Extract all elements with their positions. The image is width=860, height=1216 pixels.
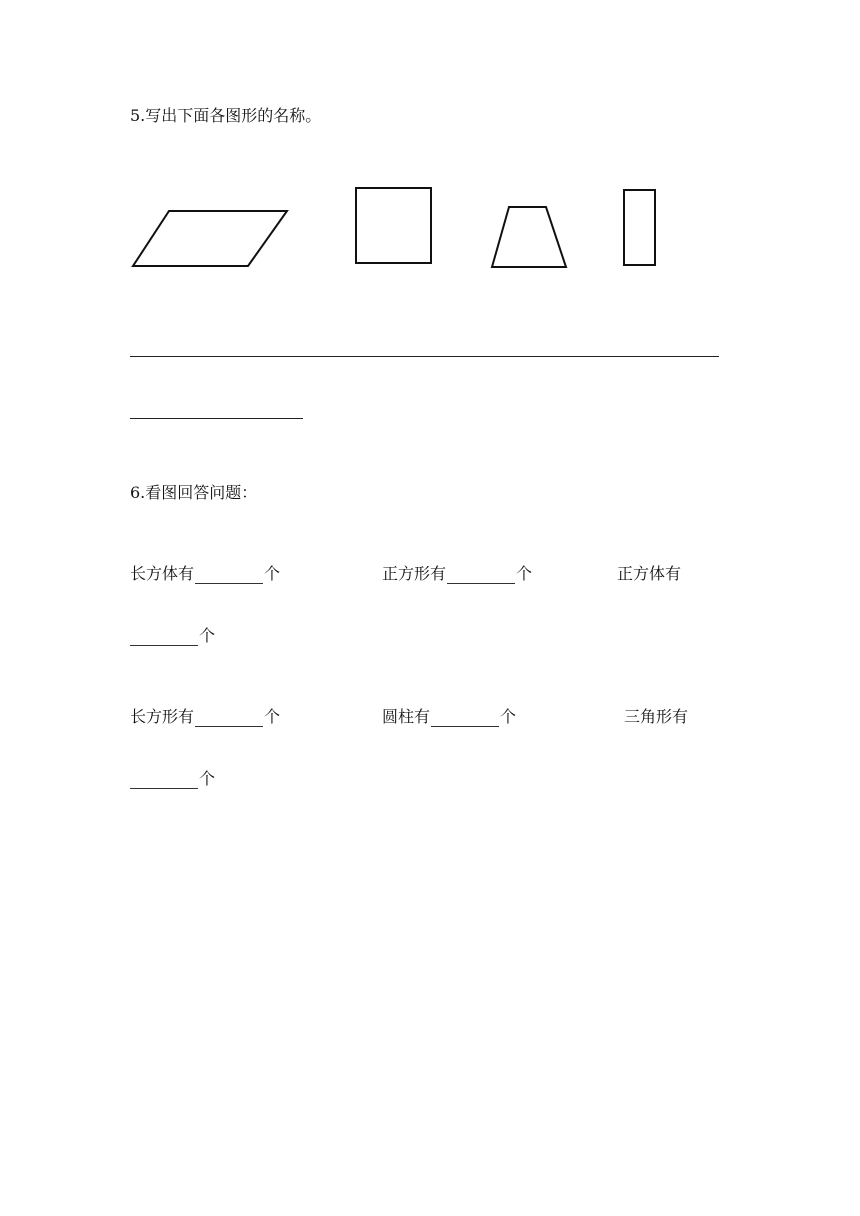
rectangle-count-blank[interactable] [195, 708, 263, 727]
question-5-title: 5.写出下面各图形的名称。 [130, 106, 322, 125]
cube-label: 正方体有 [617, 564, 682, 583]
cuboid-unit: 个 [264, 564, 281, 583]
cylinder-unit: 个 [500, 707, 517, 726]
rectangle-count-item [130, 707, 280, 727]
cube-count-label-item [617, 564, 681, 584]
triangle-count-label-item [624, 707, 688, 727]
triangle-count-blank[interactable] [130, 770, 198, 789]
square-count-blank[interactable] [447, 565, 515, 584]
triangle-unit: 个 [199, 769, 216, 788]
rectangle-label: 长方形有 [130, 707, 195, 726]
square-count-item [382, 564, 532, 584]
answer-line[interactable] [130, 356, 719, 357]
cube-unit: 个 [199, 626, 216, 645]
cube-count-blank-item [130, 626, 215, 646]
answer-line-continued[interactable] [130, 418, 303, 419]
rectangle-shape [622, 188, 658, 268]
square-shape [354, 186, 434, 266]
triangle-label: 三角形有 [624, 707, 689, 726]
parallelogram-shape [130, 208, 290, 270]
cylinder-label: 圆柱有 [382, 707, 431, 726]
square-unit: 个 [516, 564, 533, 583]
question-6-title: 6.看图回答问题： [130, 483, 258, 502]
cuboid-count-item [130, 564, 280, 584]
cuboid-label: 长方体有 [130, 564, 195, 583]
square-label: 正方形有 [382, 564, 447, 583]
cylinder-count-blank[interactable] [431, 708, 499, 727]
cube-count-blank[interactable] [130, 627, 198, 646]
cuboid-count-blank[interactable] [195, 565, 263, 584]
triangle-count-blank-item [130, 769, 215, 789]
cylinder-count-item [382, 707, 516, 727]
trapezoid-shape [489, 204, 569, 271]
rectangle-unit: 个 [264, 707, 281, 726]
